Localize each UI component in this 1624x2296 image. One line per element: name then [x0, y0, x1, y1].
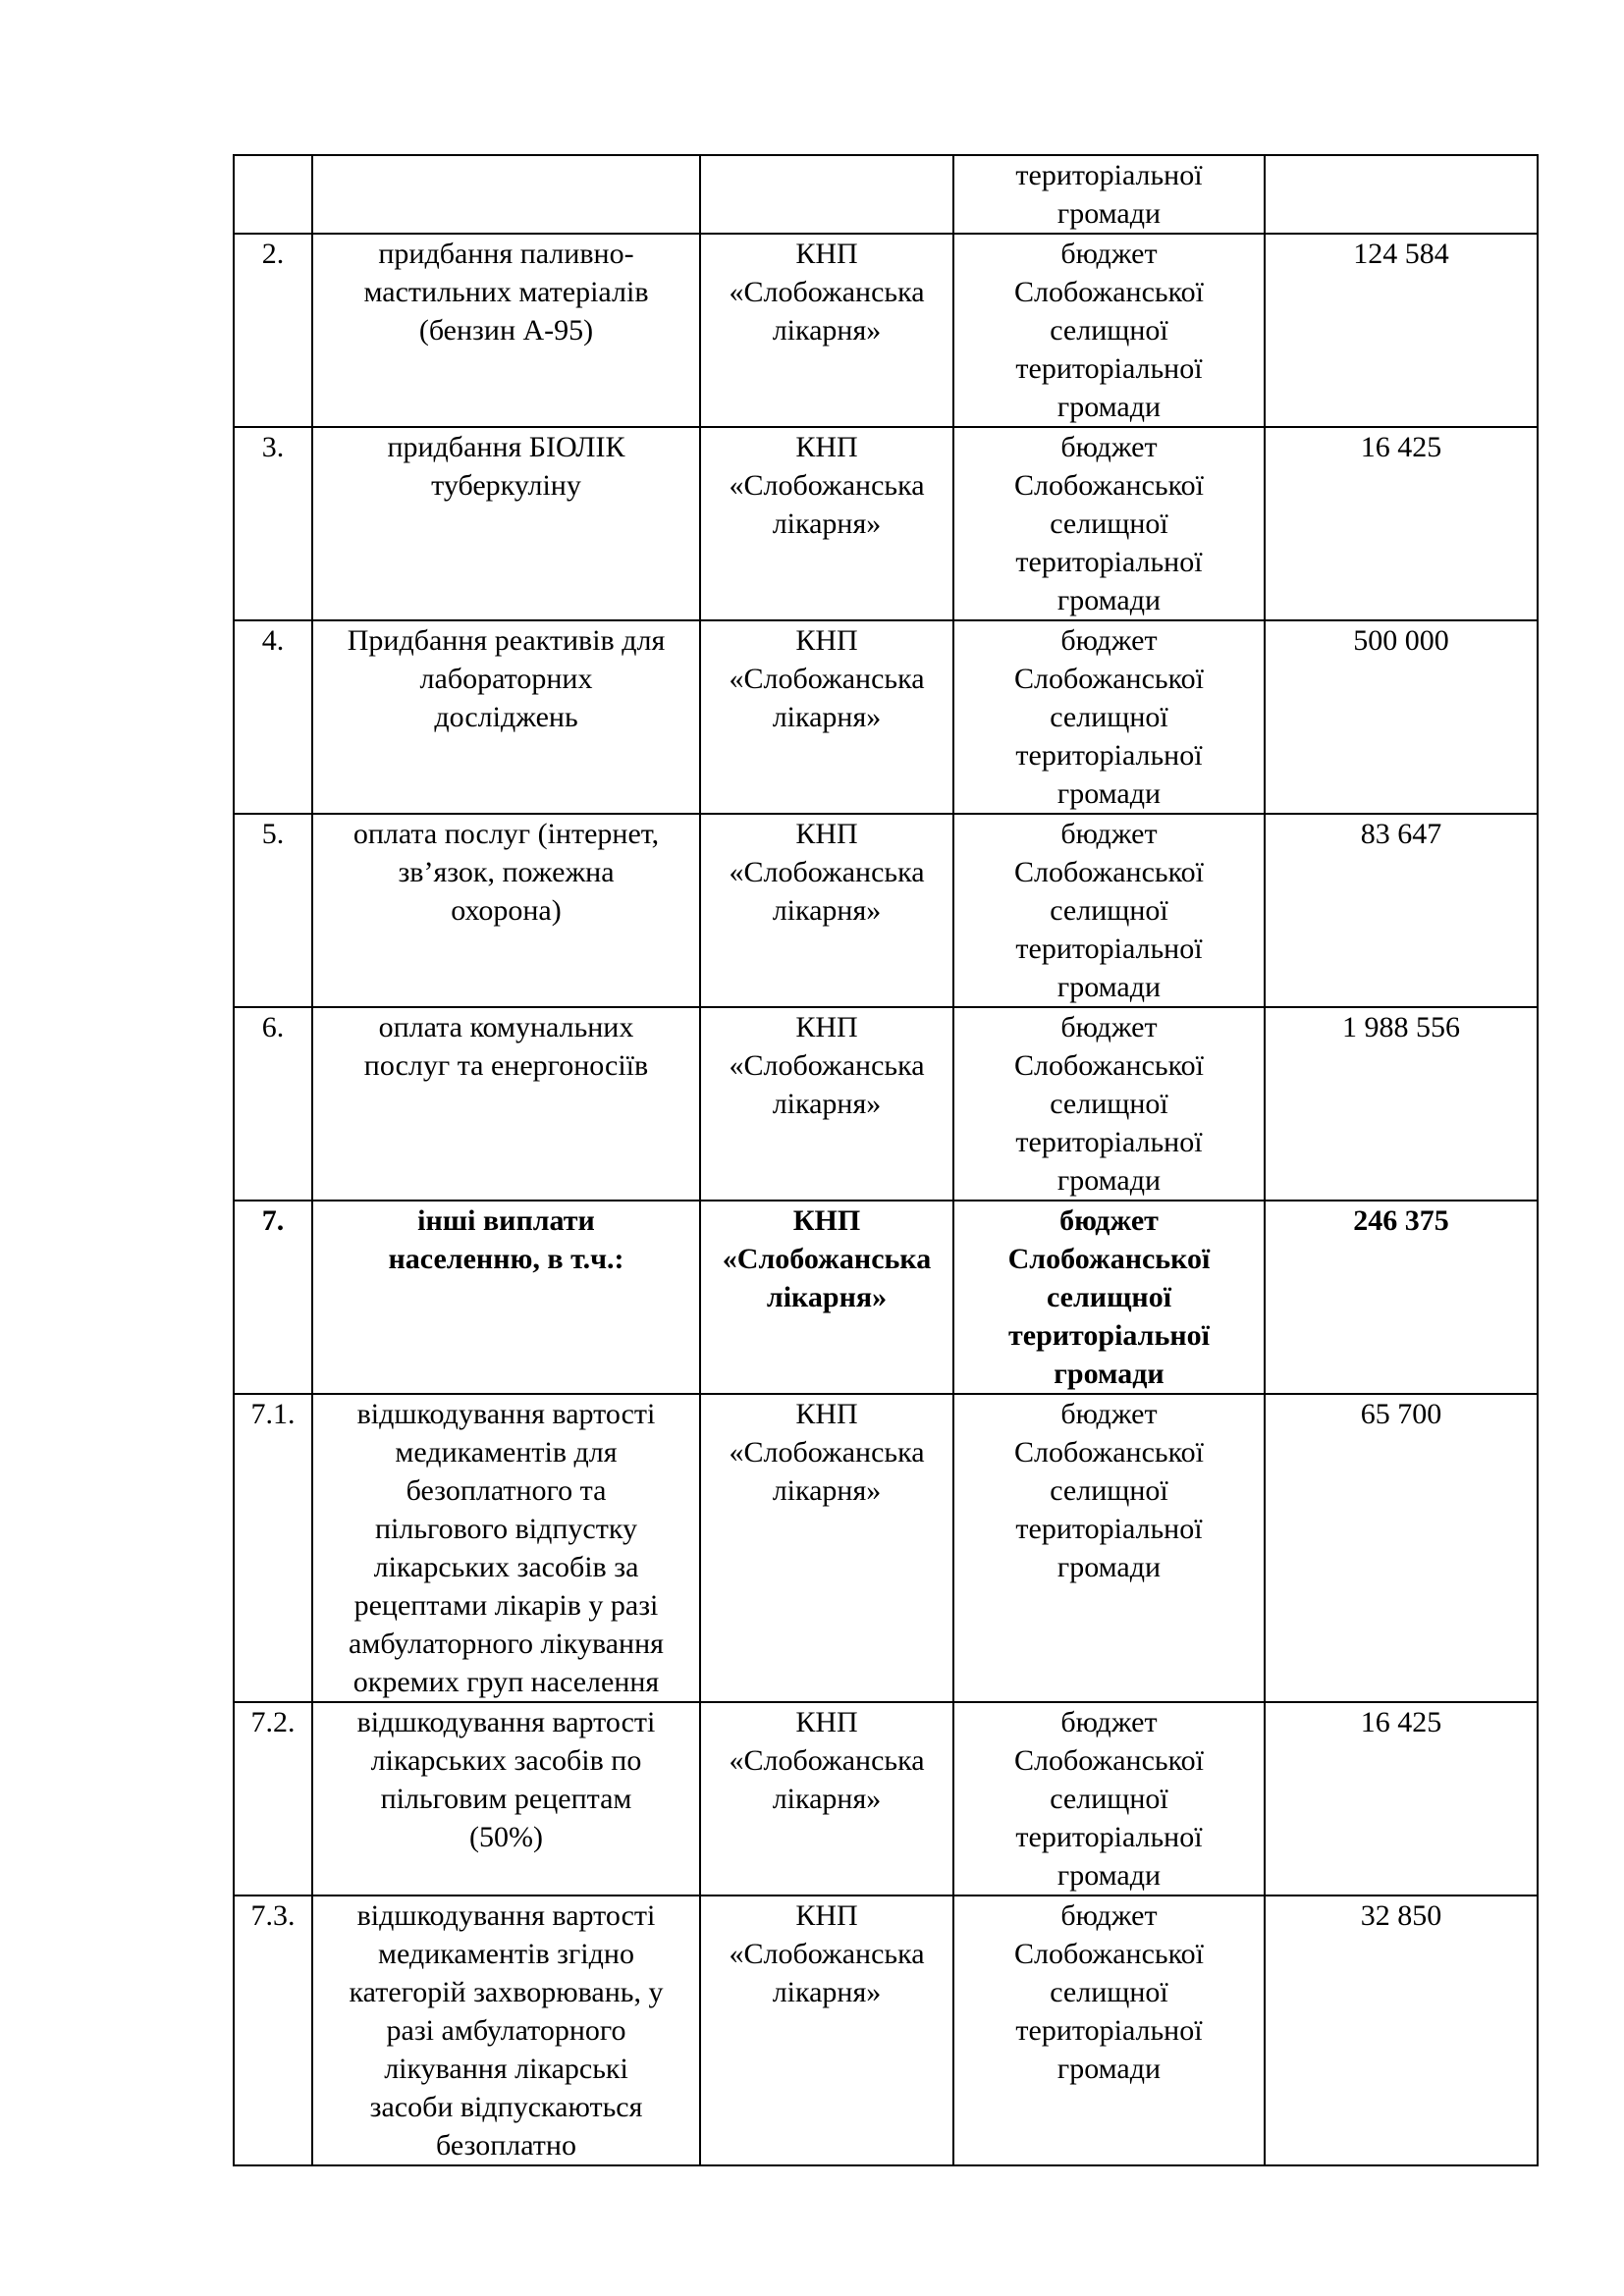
cell-src [953, 155, 1265, 234]
cell-src-line: Слобожанської [1014, 856, 1204, 888]
cell-name-line: безоплатно [436, 2129, 576, 2162]
table-row [234, 1201, 1538, 1394]
cell-name-line: лікарських засобів по [370, 1744, 642, 1777]
cell-name [312, 1007, 700, 1201]
cell-exec-line: КНП [795, 238, 858, 270]
cell-name-line: (50%) [469, 1821, 543, 1853]
cell-src-line: бюджет [1060, 431, 1158, 463]
cell-exec-line: КНП [795, 1706, 858, 1738]
cell-num: 7. [234, 1201, 312, 1394]
cell-num: 4. [234, 620, 312, 814]
cell-amount: 32 850 [1265, 1896, 1538, 2165]
cell-src-line: Слобожанської [1014, 663, 1204, 695]
cell-src-line: громади [1056, 1859, 1162, 1892]
cell-exec [700, 1007, 953, 1201]
cell-name-line: пільговим рецептам [380, 1783, 632, 1815]
table-row [234, 234, 1538, 427]
cell-src-line: громади [1056, 1551, 1162, 1583]
cell-name [312, 427, 700, 620]
cell-src [953, 814, 1265, 1007]
cell-exec-line: лікарня» [772, 507, 882, 540]
cell-src-line: селищної [1050, 1976, 1168, 2008]
cell-name-line: відшкодування вартості [356, 1899, 656, 1932]
cell-src-line: бюджет [1059, 1204, 1159, 1237]
cell-src-line: бюджет [1060, 1398, 1158, 1430]
cell-name [312, 1201, 700, 1394]
cell-src-line: громади [1056, 391, 1162, 423]
cell-src-line: бюджет [1060, 624, 1158, 657]
cell-name-line: окремих груп населення [352, 1666, 660, 1698]
cell-num: 3. [234, 427, 312, 620]
cell-exec [700, 234, 953, 427]
cell-amount: 16 425 [1265, 427, 1538, 620]
cell-exec [700, 1394, 953, 1702]
cell-src-line: бюджет [1060, 1899, 1158, 1932]
cell-amount: 65 700 [1265, 1394, 1538, 1702]
cell-exec-line: КНП [795, 431, 858, 463]
cell-num: 2. [234, 234, 312, 427]
cell-src-line: громади [1056, 197, 1162, 230]
cell-exec-line: лікарня» [772, 701, 882, 733]
cell-name [312, 155, 700, 234]
cell-name-line: туберкуліну [431, 469, 581, 502]
cell-src-line: територіальної [1015, 1821, 1203, 1853]
cell-src-line: Слобожанської [1014, 1436, 1204, 1468]
cell-name-line: придбання паливно- [378, 238, 634, 270]
cell-name-line: медикаментів згідно [378, 1938, 634, 1970]
cell-src-line: селищної [1046, 1281, 1172, 1313]
cell-src-line: територіальної [1015, 1513, 1203, 1545]
cell-amount: 83 647 [1265, 814, 1538, 1007]
cell-src-line: селищної [1050, 701, 1168, 733]
cell-exec-line: КНП [795, 1011, 858, 1043]
cell-name-line: засоби відпускаються [369, 2091, 643, 2123]
table-row [234, 1702, 1538, 1896]
cell-exec-line: лікарня» [772, 1088, 882, 1120]
cell-name-line: населенню, в т.ч.: [388, 1243, 624, 1275]
table-row [234, 1007, 1538, 1201]
cell-src-line: територіальної [1015, 2014, 1203, 2047]
cell-exec-line: «Слобожанська [729, 1436, 925, 1468]
cell-name-line: досліджень [434, 701, 578, 733]
cell-name [312, 1394, 700, 1702]
cell-num: 7.3. [234, 1896, 312, 2165]
cell-name-line: відшкодування вартості [356, 1706, 656, 1738]
cell-src [953, 1896, 1265, 2165]
cell-exec-line: «Слобожанська [729, 1049, 925, 1082]
cell-name [312, 1702, 700, 1896]
cell-name-line: мастильних матеріалів [363, 276, 649, 308]
cell-exec-line: КНП [795, 624, 858, 657]
table-row [234, 1394, 1538, 1702]
cell-name-line: відшкодування вартості [356, 1398, 656, 1430]
cell-src-line: громади [1056, 1164, 1162, 1197]
cell-amount: 124 584 [1265, 234, 1538, 427]
cell-src-line: Слобожанської [1014, 276, 1204, 308]
cell-src-line: громади [1054, 1358, 1164, 1390]
cell-exec-line: лікарня» [772, 1474, 882, 1507]
cell-exec-line: КНП [792, 1204, 861, 1237]
cell-src-line: селищної [1050, 507, 1168, 540]
cell-name-line: Придбання реактивів для [347, 624, 666, 657]
cell-exec [700, 620, 953, 814]
cell-src [953, 620, 1265, 814]
cell-name [312, 620, 700, 814]
cell-name-line: медикаментів для [395, 1436, 618, 1468]
cell-src-line: селищної [1050, 314, 1168, 347]
cell-name-line: рецептами лікарів у разі [353, 1589, 659, 1622]
cell-exec-line: «Слобожанська [729, 469, 925, 502]
cell-exec-line: «Слобожанська [729, 276, 925, 308]
cell-exec [700, 1896, 953, 2165]
cell-name-line: оплата комунальних [378, 1011, 634, 1043]
cell-exec [700, 155, 953, 234]
cell-amount: 16 425 [1265, 1702, 1538, 1896]
cell-exec-line: лікарня» [772, 1976, 882, 2008]
cell-src [953, 1007, 1265, 1201]
cell-src-line: бюджет [1060, 1706, 1158, 1738]
cell-src-line: селищної [1050, 894, 1168, 927]
cell-src-line: Слобожанської [1014, 1938, 1204, 1970]
cell-src-line: територіальної [1015, 159, 1203, 191]
table-row [234, 620, 1538, 814]
cell-src-line: селищної [1050, 1474, 1168, 1507]
cell-amount: 500 000 [1265, 620, 1538, 814]
cell-name-line: послуг та енергоносіїв [363, 1049, 649, 1082]
cell-exec-line: лікарня» [772, 894, 882, 927]
cell-exec-line: лікарня» [772, 1783, 882, 1815]
table-row [234, 814, 1538, 1007]
cell-amount [1265, 155, 1538, 234]
budget-table [233, 154, 1539, 2166]
table-row [234, 1896, 1538, 2165]
cell-src-line: бюджет [1060, 1011, 1158, 1043]
cell-num: 7.1. [234, 1394, 312, 1702]
cell-name-line: лікування лікарські [384, 2053, 628, 2085]
cell-src-line: громади [1056, 971, 1162, 1003]
cell-name-line: придбання БІОЛІК [387, 431, 625, 463]
cell-src [953, 1394, 1265, 1702]
cell-src [953, 427, 1265, 620]
cell-exec-line: КНП [795, 1899, 858, 1932]
cell-src-line: громади [1056, 584, 1162, 616]
cell-src-line: територіальної [1015, 352, 1203, 385]
cell-name-line: категорій захворювань, у [349, 1976, 664, 2008]
cell-src [953, 1201, 1265, 1394]
cell-src [953, 234, 1265, 427]
cell-src-line: селищної [1050, 1088, 1168, 1120]
cell-src-line: територіальної [1015, 546, 1203, 578]
cell-amount: 1 988 556 [1265, 1007, 1538, 1201]
cell-src-line: територіальної [1015, 1126, 1203, 1158]
cell-src-line: Слобожанської [1014, 1049, 1204, 1082]
cell-name-line: амбулаторного лікування [349, 1628, 664, 1660]
cell-exec-line: лікарня» [772, 314, 882, 347]
cell-exec [700, 1702, 953, 1896]
cell-name-line: разі амбулаторного [386, 2014, 626, 2047]
cell-src-line: громади [1056, 2053, 1162, 2085]
cell-name-line: (бензин А-95) [418, 314, 594, 347]
cell-num [234, 155, 312, 234]
cell-exec [700, 1201, 953, 1394]
cell-name-line: інші виплати [417, 1204, 595, 1237]
cell-src [953, 1702, 1265, 1896]
cell-exec-line: «Слобожанська [729, 1744, 925, 1777]
cell-src-line: Слобожанської [1014, 469, 1204, 502]
cell-src-line: територіальної [1008, 1319, 1210, 1352]
cell-src-line: Слобожанської [1007, 1243, 1211, 1275]
cell-name [312, 814, 700, 1007]
cell-exec [700, 814, 953, 1007]
cell-amount: 246 375 [1265, 1201, 1538, 1394]
cell-num: 6. [234, 1007, 312, 1201]
cell-name-line: зв’язок, пожежна [398, 856, 615, 888]
table-row [234, 155, 1538, 234]
cell-num: 5. [234, 814, 312, 1007]
cell-num: 7.2. [234, 1702, 312, 1896]
cell-name-line: безоплатного та [406, 1474, 607, 1507]
table-body [234, 155, 1538, 2165]
cell-src-line: бюджет [1060, 238, 1158, 270]
cell-src-line: територіальної [1015, 933, 1203, 965]
cell-exec-line: КНП [795, 818, 858, 850]
cell-src-line: бюджет [1060, 818, 1158, 850]
cell-src-line: громади [1056, 777, 1162, 810]
cell-name [312, 1896, 700, 2165]
cell-name-line: пільгового відпустку [374, 1513, 637, 1545]
cell-name [312, 234, 700, 427]
cell-src-line: Слобожанської [1014, 1744, 1204, 1777]
cell-exec-line: лікарня» [766, 1281, 888, 1313]
cell-exec [700, 427, 953, 620]
table-row [234, 427, 1538, 620]
cell-exec-line: «Слобожанська [729, 663, 925, 695]
cell-exec-line: «Слобожанська [729, 1938, 925, 1970]
cell-name-line: оплата послуг (інтернет, [352, 818, 660, 850]
cell-exec-line: КНП [795, 1398, 858, 1430]
cell-name-line: лікарських засобів за [373, 1551, 639, 1583]
cell-name-line: лабораторних [419, 663, 593, 695]
cell-src-line: селищної [1050, 1783, 1168, 1815]
cell-exec-line: «Слобожанська [722, 1243, 932, 1275]
cell-src-line: територіальної [1015, 739, 1203, 772]
cell-exec-line: «Слобожанська [729, 856, 925, 888]
cell-name-line: охорона) [451, 894, 562, 927]
